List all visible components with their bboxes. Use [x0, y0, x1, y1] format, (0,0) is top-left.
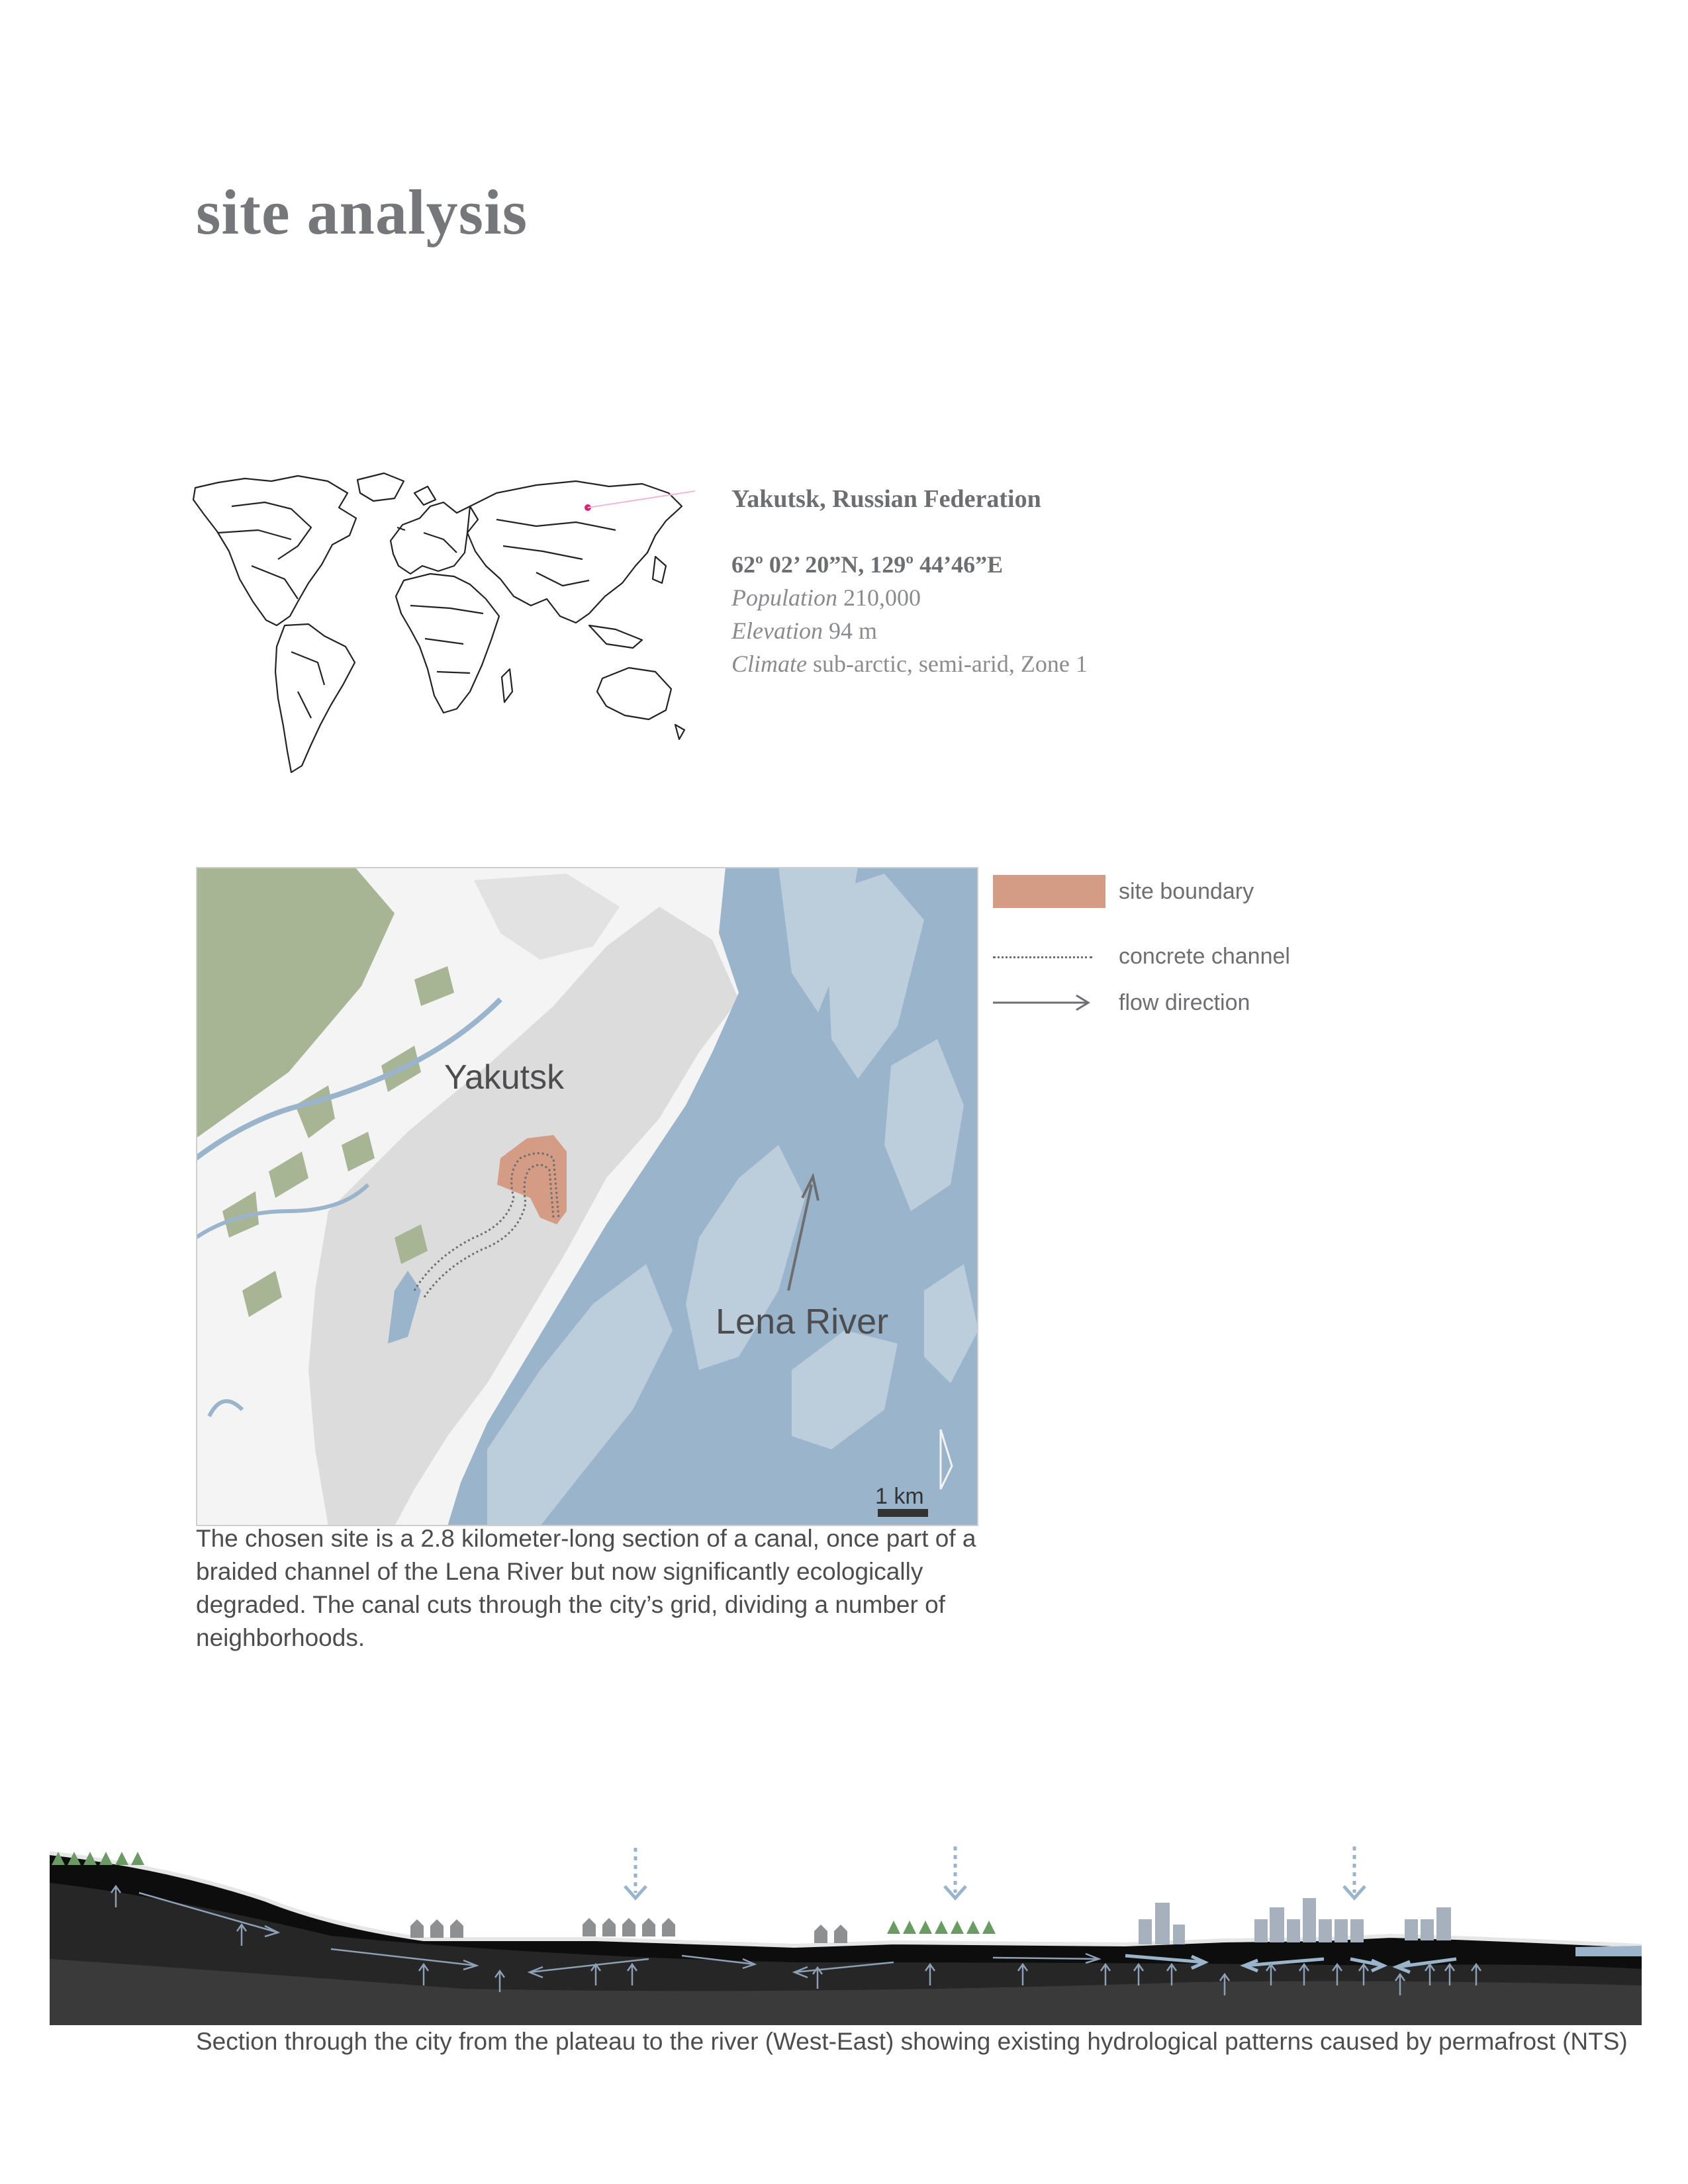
elevation-fact: Elevation 94 m	[731, 617, 877, 644]
climate-fact: Climate sub-arctic, semi-arid, Zone 1	[731, 651, 1088, 677]
city-map	[196, 867, 978, 1526]
legend-site-swatch	[993, 875, 1105, 908]
world-map	[192, 467, 695, 784]
city-label: Yakutsk	[444, 1058, 565, 1097]
legend-flow-direction: flow direction	[1119, 990, 1250, 1015]
location-name: Yakutsk, Russian Federation	[731, 485, 1041, 513]
page-title: site analysis	[196, 177, 528, 248]
legend-concrete-channel: concrete channel	[1119, 944, 1290, 969]
legend-channel-line	[993, 956, 1092, 958]
legend-site-boundary: site boundary	[1119, 879, 1254, 904]
legend-flow-arrow	[993, 993, 1092, 1013]
section-caption: Section through the city from the plateau to the river (West-East) showing existing hydrological patterns caused by permafrost (NTS)	[196, 2028, 1628, 2055]
location-coordinates: 62º 02’ 20”N, 129º 44’46”E	[731, 551, 1004, 578]
section-diagram	[0, 1827, 1688, 2025]
population-fact: Population 210,000	[731, 584, 921, 611]
map-caption: The chosen site is a 2.8 kilometer-long section of a canal, once part of a braided channel of the Lena River but now significantly ecologically degraded. The canal cuts through the city’s grid, dividing a number of neighborhoods.	[196, 1525, 976, 1651]
scale-label: 1 km	[875, 1484, 924, 1509]
river-label: Lena River	[716, 1302, 889, 1342]
